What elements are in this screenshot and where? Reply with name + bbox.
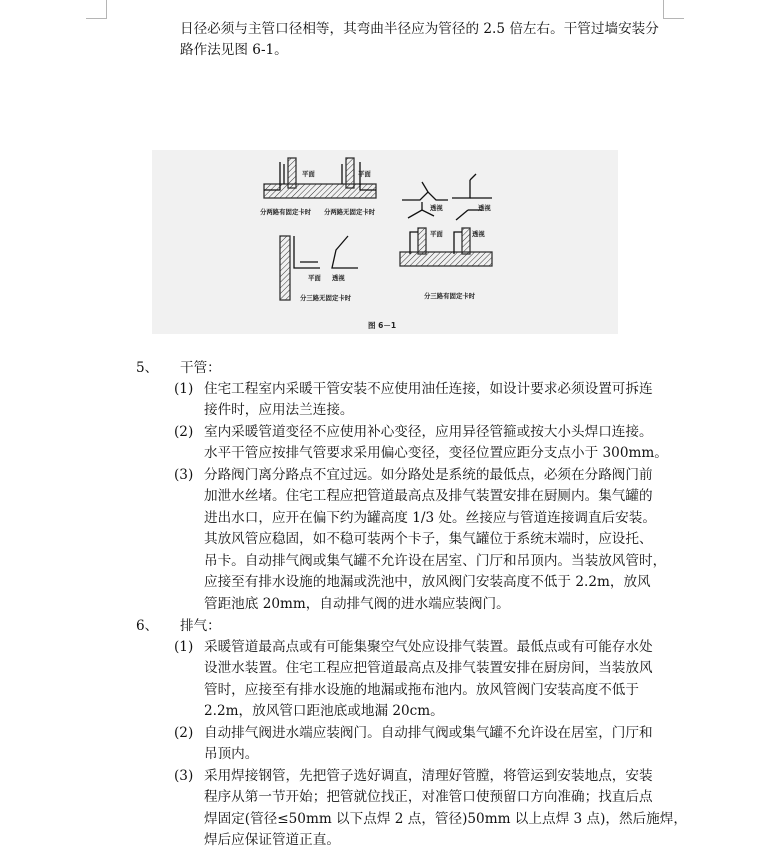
label-persp-1: 透视 [430,204,443,212]
crop-mark-left-horizontal [86,18,107,19]
section-5-title: 干管： [180,360,221,376]
item-6-2-index: (2) [174,725,194,741]
figure-6-1 [152,150,618,334]
item-6-2-line-2: 吊顶内。 [204,746,259,762]
item-6-1-line-1: 采暖管道最高点或有可能集聚空气处应设排气装置。最低点或有可能存水处 [204,639,653,655]
figure-caption: 图 6－1 [368,321,397,330]
item-6-1-line-4: 2.2m，放风管口距池底或地漏 20cm。 [204,703,444,719]
pipe-branch-diagram [152,150,618,334]
intro-line-2: 路作法见图 6-1。 [180,42,288,58]
label-plan-3: 平面 [308,274,321,282]
label-three-fixed: 分三路有固定卡时 [424,292,476,300]
item-5-2-line-1: 室内采暖管道变径不应使用补心变径，应用异径管箍或按大小头焊口连接。 [204,424,653,440]
crop-mark-left-vertical [106,0,107,19]
intro-line-1: 日径必须与主管口径相等，其弯曲半径应为管径的 2.5 倍左右。干管过墙安装分 [180,21,659,37]
label-persp-4: 透视 [472,230,485,238]
item-6-3-line-1: 采用焊接钢管，先把管子选好调直，清理好管膛，将管运到安装地点，安装 [204,768,653,784]
label-persp-2: 透视 [478,204,491,212]
label-two-free: 分两路无固定卡时 [324,208,376,216]
item-6-3-line-3: 焊固定(管径≤50mm 以下点焊 2 点，管径)50mm 以上点焊 3 点)，然后施焊， [204,811,687,827]
label-plan-4: 平面 [430,230,443,238]
item-5-3-line-3: 进出水口，应开在偏下约为罐高度 1/3 处。丝接应与管道连接调直后安装。 [204,510,656,526]
item-5-3-index: (3) [174,467,194,483]
label-persp-3: 透视 [332,274,345,282]
section-6-number: 6、 [136,618,159,634]
section-5-number: 5、 [136,360,159,376]
item-6-2-line-1: 自动排气阀进水端应装阀门。自动排气阀或集气罐不允许设在居室，门厅和 [204,725,653,741]
item-5-1-index: (1) [174,381,194,397]
item-6-1-index: (1) [174,639,194,655]
label-three-free: 分三路无固定卡时 [300,294,352,302]
item-5-3-line-7: 管距池底 20mm，自动排气阀的进水端应装阀门。 [204,596,510,612]
item-6-3-index: (3) [174,768,194,784]
label-two-fixed: 分两路有固定卡时 [260,208,312,216]
label-plan-1: 平面 [302,170,315,178]
item-6-3-line-2: 程序从第一节开始；把管就位找正，对准管口使预留口方向准确；找直后点 [204,789,653,805]
item-5-2-line-2: 水平干管应按排气管要求采用偏心变径，变径位置应距分支点小于 300mm。 [204,445,668,461]
item-5-3-line-5: 吊卡。自动排气阀或集气罐不允许设在居室、门厅和吊顶内。当装放风管时， [204,553,667,569]
item-5-3-line-2: 加泄水丝堵。住宅工程应把管道最高点及排气装置安排在厨厕内。集气罐的 [204,488,653,504]
item-5-3-line-1: 分路阀门离分路点不宜过远。如分路处是系统的最低点，必须在分路阀门前 [204,467,653,483]
item-6-1-line-3: 管时，应接至有排水设施的地漏或拖布池内。放风管阀门安装高度不低于 [204,682,639,698]
item-5-2-index: (2) [174,424,194,440]
item-5-3-line-4: 其放风管应稳固，如不稳可装两个卡子，集气罐位于系统末端时，应设托、 [204,531,653,547]
crop-mark-right-horizontal [663,18,684,19]
item-5-1-line-1: 住宅工程室内采暖干管安装不应使用油任连接，如设计要求必须设置可拆连 [204,381,653,397]
item-6-3-line-4: 焊后应保证管道正直。 [204,832,340,848]
label-plan-2: 平面 [358,170,371,178]
section-6-title: 排气： [180,618,221,634]
item-6-1-line-2: 设泄水装置。住宅工程应把管道最高点及排气装置安排在厨房间，当装放风 [204,660,653,676]
item-5-3-line-6: 应接至有排水设施的地漏或洗池中，放风阀门安装高度不低于 2.2m，放风 [204,574,651,590]
crop-mark-right-vertical [663,0,664,19]
item-5-1-line-2: 接件时，应用法兰连接。 [204,402,354,418]
